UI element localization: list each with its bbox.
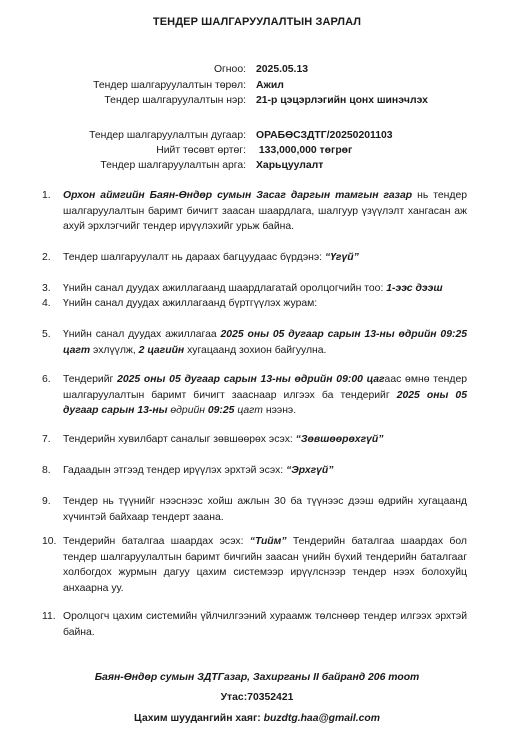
detail-number — [0, 130, 514, 146]
list-item — [42, 494, 467, 525]
list-item — [42, 296, 467, 312]
list-item-text — [63, 534, 467, 596]
list-item-text-part: 2025 оны 05 дугаар сарын 13-ны — [63, 389, 467, 416]
list-item-number: 3. — [42, 283, 51, 294]
list-item-text — [63, 609, 467, 640]
list-item-text — [63, 327, 467, 358]
list-item-text-part: “Тийм” — [249, 536, 287, 547]
list-item-text — [63, 281, 467, 297]
detail-label: Тендер шалгаруулалтын төрөл: — [93, 80, 246, 91]
list-item-text-part: Гадаадын этгээд тендер ирүүлэх эрхтэй эсэх: — [63, 465, 287, 476]
list-item-text-part: Тендер шалгаруулалт нь дараах багцуудаас бүрдэнэ: — [63, 252, 325, 263]
list-item-text-part: “Эрхгүй” — [286, 465, 334, 476]
detail-value: 133,000,000 төгрөг — [256, 145, 353, 156]
detail-label: Тендер шалгаруулалтын арга: — [100, 160, 246, 171]
footer-email-label: Цахим шуудангийн хаяг: — [133, 713, 264, 724]
footer-email-line — [0, 713, 514, 724]
list-item-text-part: 2 цагийн — [138, 344, 185, 356]
detail-label: Тендер шалгаруулалтын нэр: — [104, 95, 246, 106]
list-item — [42, 463, 467, 479]
detail-value: ОРАБӨСЗДТГ/20250201103 — [256, 130, 393, 141]
detail-label: Огноо: — [213, 64, 246, 75]
list-item-text-part: 2025 оны 05 дугаар сарын 13-ны өдрийн 09:25 цагт — [63, 329, 468, 356]
list-item-text-part: нь тендер шалгаруулалтын баримт бичигт заасан шаардлага, шалгуур үзүүлэлт хангасан аж ахуй эрхлэгчийг тендер ирүүлэхийг урьж байна. — [63, 190, 467, 232]
list-item-number: 8. — [42, 465, 51, 476]
detail-name — [0, 95, 514, 111]
list-item-text-part: 2025 оны 05 дугаар сарын 13-ны өдрийн 09:00 цаг — [117, 374, 385, 385]
list-item-text — [63, 296, 467, 312]
list-item-text-part: Тендер нь түүнийг нээснээс хойш ажлын 30 ба түүнээс дээш өдрийн хугацаанд хүчинтэй байхаар тендерт заана. — [63, 496, 467, 523]
list-item-text — [63, 372, 467, 419]
list-item-text-part: аас өмнө тендер шалгаруулалтын баримт бичигт зааснаар илгээх ба тендерийг — [63, 374, 468, 401]
list-item — [42, 609, 467, 640]
detail-type — [0, 80, 514, 96]
list-item-text-part: Тендерийн хувилбарт саналыг зөвшөөрөх эсэх: — [63, 434, 296, 445]
detail-value: 2025.05.13 — [256, 64, 309, 75]
list-item-text-part: нээнэ. — [262, 405, 297, 416]
list-item-text — [63, 494, 467, 525]
list-item-text-part: эхлүүлж, — [90, 344, 139, 356]
list-item-text-part: Үнийн санал дуудах ажиллагаанд бүртгүүлэх журам: — [63, 298, 318, 309]
list-item-number: 11. — [42, 611, 56, 622]
list-item — [42, 432, 467, 448]
list-item-number: 9. — [42, 496, 51, 507]
detail-method — [0, 160, 514, 176]
list-item-text — [63, 432, 467, 448]
list-item-text-part: Оролцогч цахим системийн үйлчилгээний хураамж төлснөөр тендер илгээх эрхтэй байна. — [63, 611, 467, 638]
list-item-text-part: Орхон аймгийн Баян-Өндөр сумын Засаг даргын тамгын газар — [63, 190, 413, 201]
detail-date — [0, 64, 514, 80]
footer-address: Баян-Өндөр сумын ЗДТГазар, Захирганы II байранд 206 тоот — [94, 672, 420, 683]
list-item-number: 5. — [42, 329, 51, 340]
page-title: ТЕНДЕР ШАЛГАРУУЛАЛТЫН ЗАРЛАЛ — [152, 16, 362, 28]
list-item-text-part: “Зөвшөөрөхгүй” — [295, 434, 384, 445]
list-item-text-part: 09:25 — [207, 405, 235, 416]
list-item-number: 2. — [42, 252, 51, 263]
list-item-text-part: өдрийн — [167, 405, 208, 416]
list-item — [42, 327, 468, 358]
list-item — [42, 534, 467, 596]
detail-label: Нийт төсөвт өртөг: — [156, 145, 246, 156]
list-item-text-part: “Үгүй” — [324, 252, 359, 263]
list-item-text — [63, 463, 467, 479]
list-item-text — [63, 188, 467, 235]
footer-phone: Утас:70352421 — [220, 692, 294, 703]
list-item-text — [63, 250, 467, 266]
list-item — [42, 250, 467, 266]
footer-email[interactable]: buzdtg.haa@gmail.com — [263, 713, 381, 724]
list-item-text-part: Тендерийг — [63, 374, 118, 385]
detail-value: 21-р цэцэрлэгийн цонх шинэчлэх — [256, 95, 428, 106]
list-item-text-part: Тендерийн баталгаа шаардах бол тендер шалгаруулалтын баримт бичгийн заасан үнийн бүхий тендерийн баталгааг холбогдох журмын дагуу цахим системээр ирүүлснээр тендер нээх болохуйц анхаарна уу. — [63, 536, 467, 594]
list-item-text-part: хугацаанд зохион байгуулна. — [184, 344, 327, 356]
detail-budget — [0, 145, 514, 161]
list-item-number: 7. — [42, 434, 51, 445]
list-item-number: 1. — [42, 190, 51, 201]
list-item-number: 10. — [42, 536, 57, 547]
list-item — [42, 188, 467, 235]
list-item — [42, 281, 467, 297]
list-item-number: 4. — [42, 298, 51, 309]
detail-value: Ажил — [256, 80, 284, 91]
list-item-text-part: 1-ээс дээш — [386, 283, 443, 294]
list-item — [42, 372, 468, 419]
detail-label: Тендер шалгаруулалтын дугаар: — [89, 130, 246, 141]
list-item-text-part: Үнийн санал дуудах ажиллагаанд шаардлагатай оролцогчийн тоо: — [63, 283, 387, 294]
list-item-text-part: цагт — [234, 405, 263, 416]
list-item-number: 6. — [42, 374, 51, 385]
list-item-text-part: Үнийн санал дуудах ажиллагаа — [63, 329, 221, 340]
list-item-text-part: Тендерийн баталгаа шаардах эсэх: — [63, 536, 250, 547]
detail-value: Харьцуулалт — [256, 160, 324, 171]
